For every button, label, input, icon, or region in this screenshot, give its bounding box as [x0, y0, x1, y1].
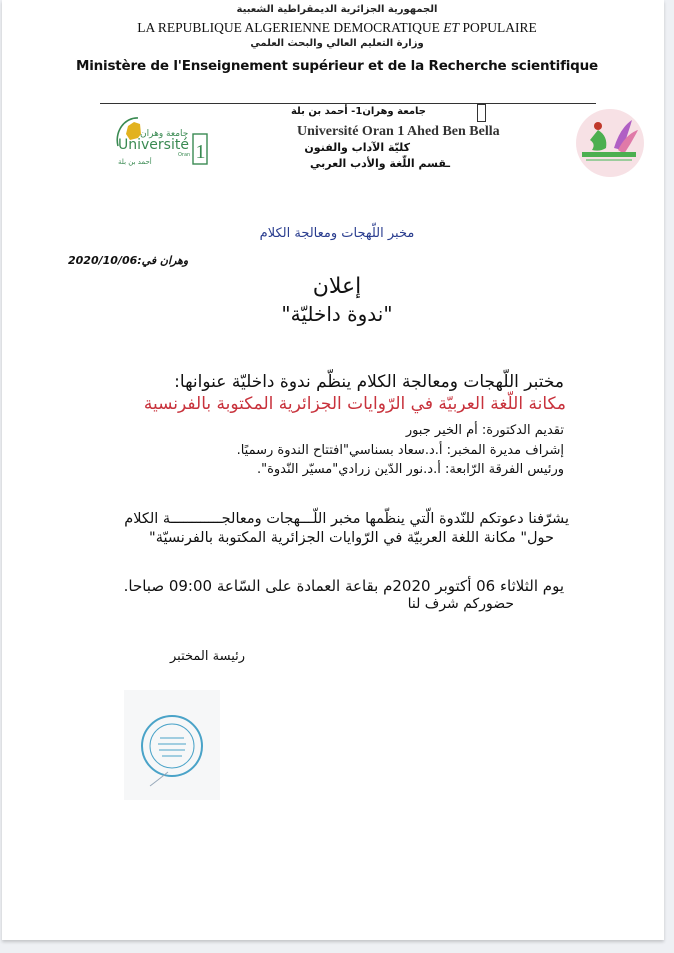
logo-text-oran: Oran: [178, 152, 191, 158]
university-logo-icon: [104, 112, 216, 170]
republic-french-part1: LA REPUBLIQUE ALGERIENNE DEMOCRATIQUE: [137, 20, 444, 35]
republic-french-part2: POPULAIRE: [459, 20, 537, 35]
faculty-name: كليّة الآداب والفنون: [304, 141, 410, 154]
department-name: ـقسم اللّغة والأدب العربي: [310, 157, 450, 170]
schedule-line: يوم الثلاثاء 06 أكتوبر 2020م بقاعة العمادة على السّاعة 09:00 صباحا.: [123, 577, 564, 595]
university-logo: [104, 112, 216, 170]
team-head-line: ورئيس الفرقة الرّابعة: أ.د.نور الدّين زرادي"مسيّر النّدوة".: [256, 462, 564, 477]
date-value: 2020/10/06:: [68, 254, 142, 267]
invitation-line-1: يشرّفنا دعوتكم للنّدوة الّتي ينظّمها مخبر اللّـــهجات ومعالجــــــــــــة الكلام: [124, 511, 569, 527]
ministry-arabic: وزارة التعليم العالي والبحث العلمي: [250, 38, 424, 49]
date-line: [68, 254, 188, 267]
republic-arabic: الجمهورية الجزائرية الديمقراطية الشعبية: [236, 4, 438, 15]
placeholder-box: [477, 104, 486, 122]
invitation-line-2: حول" مكانة اللغة العربيّة في الرّوايات الجزائرية المكتوبة بالفرنسيّة": [149, 530, 554, 546]
closing-line: حضوركم شرف لنا: [407, 596, 514, 612]
republic-french-italic: ET: [443, 20, 460, 35]
announcement-subtitle: "ندوة داخليّة": [281, 302, 393, 326]
lab-title: مخبر اللّهجات ومعالجة الكلام: [259, 226, 415, 241]
official-stamp: [124, 690, 220, 800]
presenter-line: تقديم الدكتورة: أم الخير جبور: [405, 423, 564, 438]
university-name-french: Université Oran 1 Ahed Ben Bella: [297, 124, 500, 139]
logo-text-ar: جامعة وهران: [140, 129, 189, 139]
lab-logo: [568, 108, 652, 178]
republic-french: [0, 20, 674, 36]
logo-number: 1: [195, 141, 206, 163]
date-place: وهران في: [141, 254, 189, 267]
header-divider: [100, 103, 596, 104]
announcement-title: إعلان: [312, 274, 362, 299]
ministry-french: Ministère de l'Enseignement supérieur et de la Recherche scientifique: [75, 58, 599, 74]
intro-text: مختبر اللّهجات ومعالجة الكلام ينظّم ندوة داخليّة عنوانها:: [174, 372, 564, 392]
logo-text-fr: Université: [118, 137, 189, 153]
supervision-line: إشراف مديرة المخبر: أ.د.سعاد بسناسي"افتتاح الندوة رسميًا.: [236, 443, 564, 458]
seminar-topic: مكانة اللّغة العربيّة في الرّوايات الجزائرية المكتوبة بالفرنسية: [143, 394, 566, 414]
logo-text-sub-ar: أحمد بن بلة: [118, 158, 152, 166]
stamp-icon: [124, 690, 220, 800]
university-name-arabic: جامعة وهران1- أحمد بن بلة: [290, 106, 426, 117]
lab-logo-icon: [568, 108, 652, 178]
signature-title: رئيسة المختبر: [170, 649, 246, 664]
